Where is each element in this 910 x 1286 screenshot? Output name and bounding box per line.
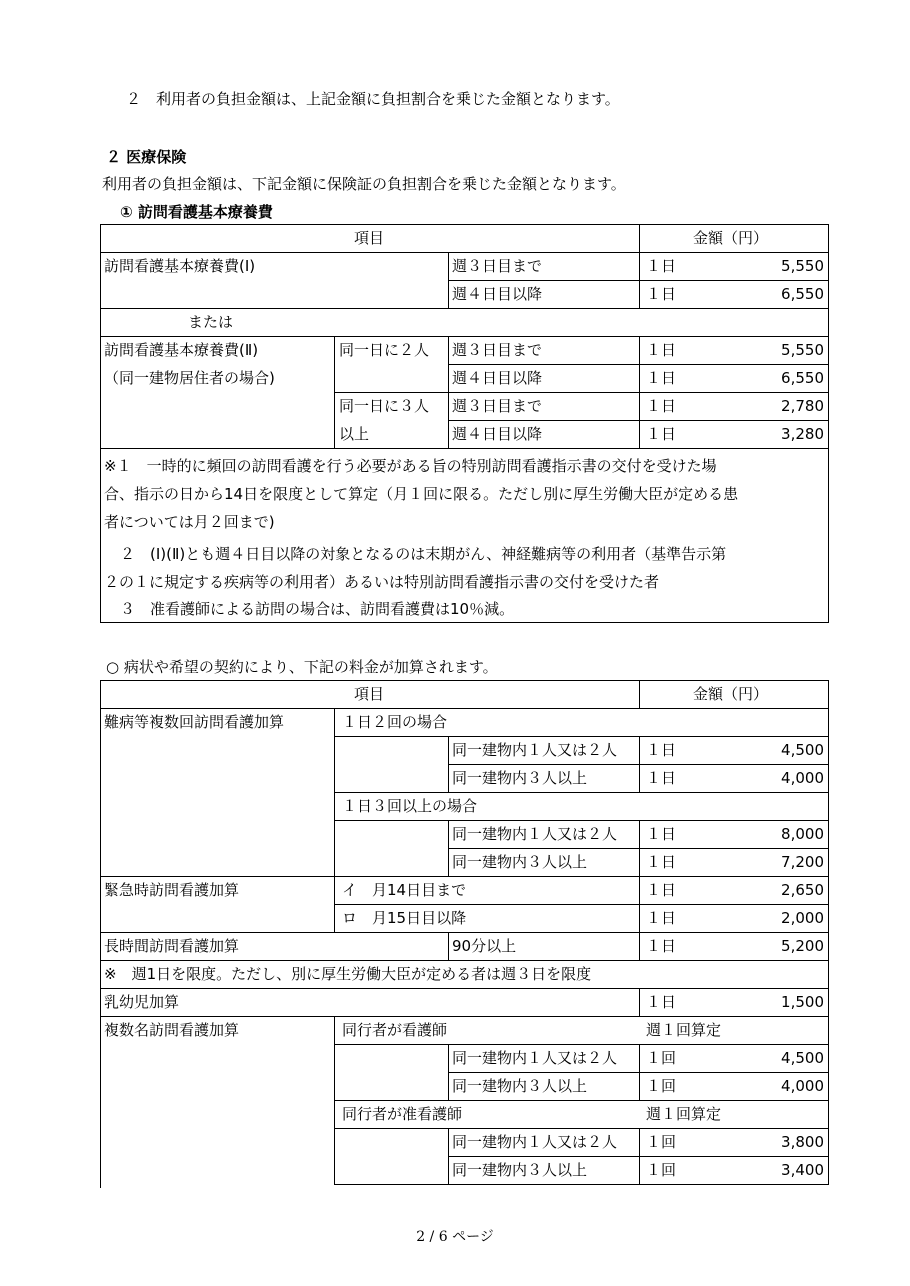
nanbyo-label: 難病等複数回訪問看護加算 bbox=[104, 713, 285, 731]
twice-label: １日２回の場合 bbox=[342, 713, 448, 731]
table1-amount: 3,280 bbox=[781, 425, 824, 443]
table2-cond: 同一建物内１人又は２人 bbox=[452, 825, 618, 843]
table1-unit: １日 bbox=[646, 257, 677, 275]
table1-unit: １日 bbox=[646, 425, 677, 443]
table1-cond: 週３日目まで bbox=[452, 257, 543, 275]
basic-fee-ii-sublabel: （同一建物居住者の場合) bbox=[104, 369, 275, 387]
table2-cond: 同一建物内１人又は２人 bbox=[452, 741, 618, 759]
table1-unit: １日 bbox=[646, 285, 677, 303]
table2-unit: １日 bbox=[646, 741, 677, 759]
table1-note: ２ (Ⅰ)(Ⅱ)とも週４日目以降の対象となるのは末期がん、神経難病等の利用者（基準告示第 bbox=[120, 545, 727, 563]
table1-unit: １日 bbox=[646, 341, 677, 359]
nyuyouji-label: 乳幼児加算 bbox=[104, 993, 180, 1011]
table1-cond: 週４日目以降 bbox=[452, 369, 543, 387]
table2-unit: １回 bbox=[646, 1161, 677, 1179]
section-heading: ２ 医療保険 bbox=[106, 148, 187, 166]
table2-amount: 5,200 bbox=[781, 937, 824, 955]
table1-amount: 6,550 bbox=[781, 285, 824, 303]
kinkyu-label: 緊急時訪問看護加算 bbox=[104, 881, 240, 899]
table1-cond: 週３日目まで bbox=[452, 397, 543, 415]
table1-note: ３ 准看護師による訪問の場合は、訪問看護費は10％減。 bbox=[120, 600, 515, 618]
kinkyu-i-label: イ 月14日目まで bbox=[342, 881, 467, 899]
table2-unit: １日 bbox=[646, 853, 677, 871]
same-day-2-label: 同一日に２人 bbox=[339, 341, 430, 359]
table2-cond: 同一建物内３人以上 bbox=[452, 853, 588, 871]
section-description: 利用者の負担金額は、下記金額に保険証の負担割合を乗じた金額となります。 bbox=[102, 175, 626, 193]
table1-amount: 2,780 bbox=[781, 397, 824, 415]
weekly-limit-note: ※ 週1日を限度。ただし、別に厚生労働大臣が定める者は週３日を限度 bbox=[104, 965, 592, 983]
page-number: 2 / 6 ページ bbox=[416, 1229, 494, 1245]
fukusu-label: 複数名訪問看護加算 bbox=[104, 1021, 240, 1039]
table1-unit: １日 bbox=[646, 397, 677, 415]
table1-header-item: 項目 bbox=[354, 229, 385, 247]
table2-cond: 同一建物内１人又は２人 bbox=[452, 1133, 618, 1151]
table2-amount: 3,800 bbox=[781, 1133, 824, 1151]
with-assoc-label: 同行者が准看護師 bbox=[342, 1105, 463, 1123]
table2-unit: １日 bbox=[646, 769, 677, 787]
intro-note: ２ 利用者の負担金額は、上記金額に負担割合を乗じた金額となります。 bbox=[126, 90, 620, 108]
or-label: または bbox=[188, 313, 234, 331]
weekly-once-label: 週１回算定 bbox=[646, 1021, 722, 1039]
table1-note: ※１ 一時的に頻回の訪問看護を行う必要がある旨の特別訪問看護指示書の交付を受けた場 bbox=[104, 457, 717, 475]
table1-note: 合、指示の日から14日を限度として算定（月１回に限る。ただし別に厚生労働大臣が定める患 bbox=[104, 485, 739, 503]
table2-cond: 同一建物内３人以上 bbox=[452, 769, 588, 787]
table2-header-amount: 金額（円） bbox=[693, 685, 769, 703]
table2-header-item: 項目 bbox=[354, 685, 385, 703]
choujikan-cond: 90分以上 bbox=[452, 937, 517, 955]
table2-unit: １日 bbox=[646, 909, 677, 927]
table2-amount: 1,500 bbox=[781, 993, 824, 1011]
choujikan-label: 長時間訪問看護加算 bbox=[104, 937, 240, 955]
table2-unit: １回 bbox=[646, 1077, 677, 1095]
thrice-label: １日３回以上の場合 bbox=[342, 797, 478, 815]
table1-note: 者については月２回まで) bbox=[104, 513, 275, 531]
table2-unit: １日 bbox=[646, 993, 677, 1011]
same-day-3-label: 同一日に３人 bbox=[339, 397, 430, 415]
table2-amount: 7,200 bbox=[781, 853, 824, 871]
table2-amount: 2,000 bbox=[781, 909, 824, 927]
table2-cond: 同一建物内３人以上 bbox=[452, 1161, 588, 1179]
table1-cond: 週３日目まで bbox=[452, 341, 543, 359]
same-day-3-label-cont: 以上 bbox=[339, 425, 370, 443]
table2-cond: 同一建物内１人又は２人 bbox=[452, 1049, 618, 1067]
table2-unit: １回 bbox=[646, 1049, 677, 1067]
kinkyu-ro-label: ロ 月15日目以降 bbox=[342, 909, 467, 927]
table2-amount: 3,400 bbox=[781, 1161, 824, 1179]
table2-unit: １日 bbox=[646, 825, 677, 843]
table2-amount: 2,650 bbox=[781, 881, 824, 899]
table2-amount: 8,000 bbox=[781, 825, 824, 843]
table2-amount: 4,000 bbox=[781, 769, 824, 787]
table2-amount: 4,500 bbox=[781, 1049, 824, 1067]
addon-intro: ○ 病状や希望の契約により、下記の料金が加算されます。 bbox=[106, 658, 498, 676]
table2-unit: １日 bbox=[646, 937, 677, 955]
weekly-once-label: 週１回算定 bbox=[646, 1105, 722, 1123]
table1-amount: 6,550 bbox=[781, 369, 824, 387]
with-nurse-label: 同行者が看護師 bbox=[342, 1021, 448, 1039]
table1-note: ２の１に規定する疾病等の利用者）あるいは特別訪問看護指示書の交付を受けた者 bbox=[104, 573, 660, 591]
table1-unit: １日 bbox=[646, 369, 677, 387]
table2-unit: １回 bbox=[646, 1133, 677, 1151]
table1-amount: 5,550 bbox=[781, 257, 824, 275]
table2-amount: 4,500 bbox=[781, 741, 824, 759]
sub-heading: ① 訪問看護基本療養費 bbox=[120, 203, 273, 221]
table1-cond: 週４日目以降 bbox=[452, 285, 543, 303]
basic-fee-ii-label: 訪問看護基本療養費(Ⅱ) bbox=[104, 341, 259, 359]
table2-unit: １日 bbox=[646, 881, 677, 899]
basic-fee-i-label: 訪問看護基本療養費(Ⅰ) bbox=[104, 257, 256, 275]
table2-cond: 同一建物内３人以上 bbox=[452, 1077, 588, 1095]
table1-cond: 週４日目以降 bbox=[452, 425, 543, 443]
table2-amount: 4,000 bbox=[781, 1077, 824, 1095]
table1-header-amount: 金額（円） bbox=[693, 229, 769, 247]
table1-amount: 5,550 bbox=[781, 341, 824, 359]
